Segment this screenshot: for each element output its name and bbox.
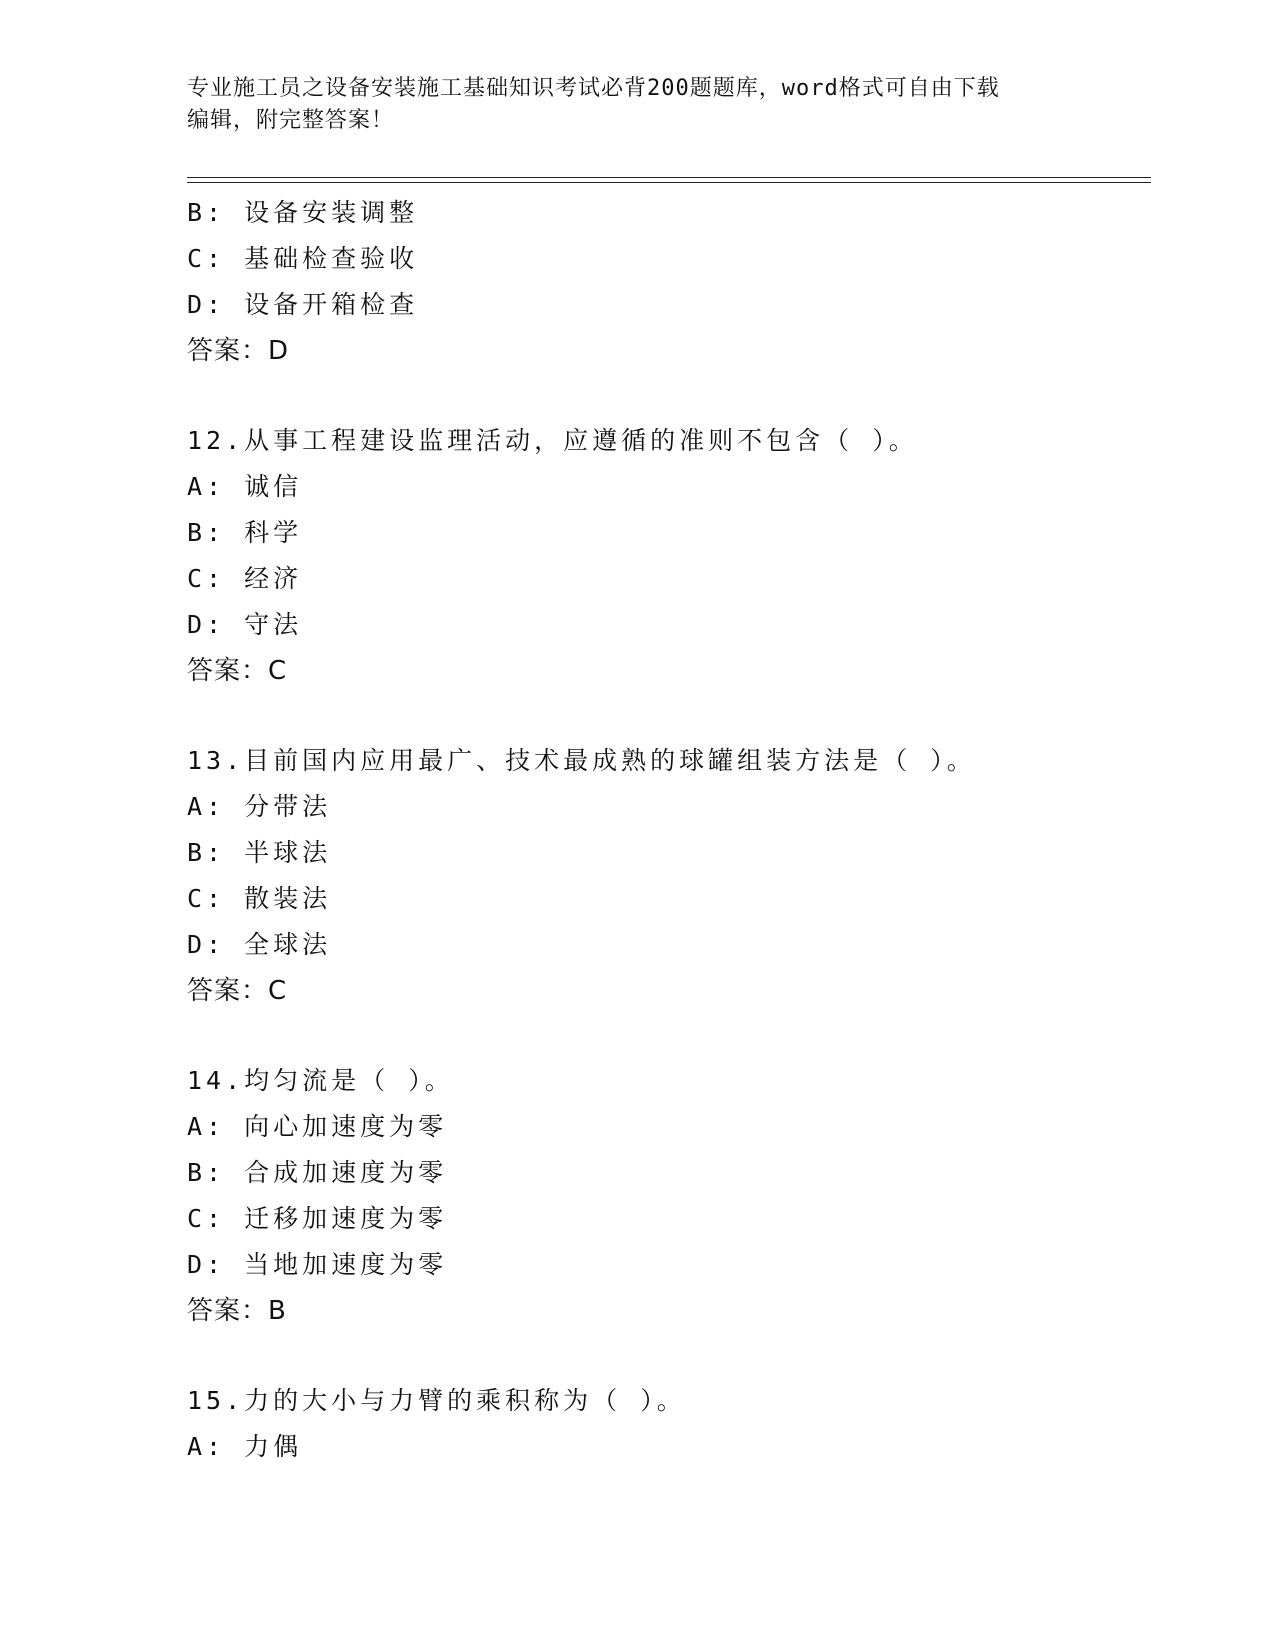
answer: 答案：D [187,336,290,366]
option-b: B: 科学 [187,518,303,547]
option-d: D: 当地加速度为零 [187,1250,448,1279]
option-b: B: 半球法 [187,838,332,867]
option-a: A: 分带法 [187,792,332,821]
option-d: D: 设备开箱检查 [187,290,419,319]
option-b: B: 合成加速度为零 [187,1158,448,1187]
option-c: C: 基础检查验收 [187,244,419,273]
answer: 答案：C [187,976,288,1006]
option-b: B: 设备安装调整 [187,198,419,227]
option-c: C: 经济 [187,564,303,593]
option-a: A: 向心加速度为零 [187,1112,448,1141]
answer: 答案：C [187,656,288,686]
document-header [187,73,1087,137]
option-d: D: 守法 [187,610,303,639]
header-title-line-2: 编辑，附完整答案！ [187,108,395,133]
header-divider-bottom [187,182,1151,183]
option-a: A: 诚信 [187,472,303,501]
question-stem: 12.从事工程建设监理活动，应遵循的准则不包含（ ）。 [187,426,918,455]
option-a: A: 力偶 [187,1432,303,1461]
question-14 [187,1058,1147,1334]
answer: 答案：B [187,1296,287,1326]
question-11 [187,190,1147,374]
option-d: D: 全球法 [187,930,332,959]
header-title-line-1: 专业施工员之设备安装施工基础知识考试必背200题题库，word格式可自由下载 [187,76,1000,101]
header-divider-top [187,177,1151,178]
question-stem: 13.目前国内应用最广、技术最成熟的球罐组装方法是（ ）。 [187,746,976,775]
question-15 [187,1378,1147,1470]
question-12 [187,418,1147,694]
question-list [187,190,1147,1470]
option-c: C: 迁移加速度为零 [187,1204,448,1233]
question-13 [187,738,1147,1014]
option-c: C: 散装法 [187,884,332,913]
question-stem: 15.力的大小与力臂的乘积称为（ ）。 [187,1386,686,1415]
question-stem: 14.均匀流是（ ）。 [187,1066,454,1095]
